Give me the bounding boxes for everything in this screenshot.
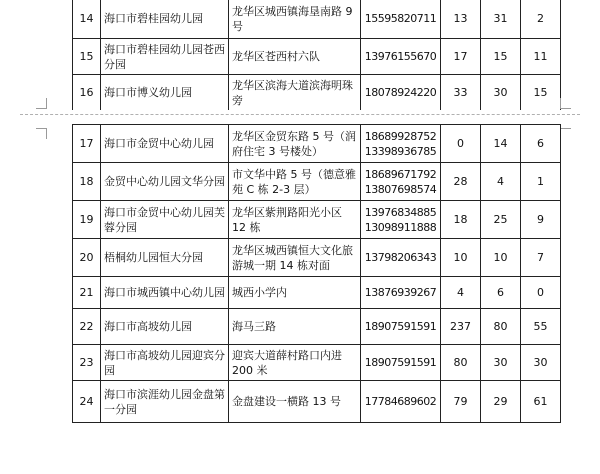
count-c-cell: 30 (521, 345, 561, 381)
count-b-cell: 30 (481, 345, 521, 381)
count-a-cell: 33 (441, 75, 481, 111)
phone-number-cell: 13876939267 (361, 277, 441, 309)
kindergarten-name-cell: 海口市碧桂园幼儿园 (101, 0, 229, 39)
address-cell: 龙华区城西镇恒大文化旅游城一期 14 栋对面 (229, 239, 361, 277)
row-number-cell: 17 (73, 125, 101, 163)
count-c-cell: 7 (521, 239, 561, 277)
count-b-cell: 4 (481, 163, 521, 201)
row-number-cell: 15 (73, 39, 101, 75)
phone-number-cell: 18689671792 13807698574 (361, 163, 441, 201)
kindergarten-name-cell: 海口市金贸中心幼儿园 (101, 125, 229, 163)
count-a-cell: 18 (441, 201, 481, 239)
table-row (73, 75, 561, 111)
address-cell: 城西小学内 (229, 277, 361, 309)
page-corner-mark (36, 128, 47, 139)
address-cell: 市文华中路 5 号（德意雅苑 C 栋 2-3 层） (229, 163, 361, 201)
count-a-cell: 0 (441, 125, 481, 163)
count-c-cell: 55 (521, 309, 561, 345)
table-row (73, 345, 561, 381)
row-number-cell: 18 (73, 163, 101, 201)
phone-number-cell: 18078924220 (361, 75, 441, 111)
count-c-cell: 15 (521, 75, 561, 111)
address-cell: 龙华区滨海大道滨海明珠旁 (229, 75, 361, 111)
page-break (0, 110, 600, 124)
phone-number-cell: 13798206343 (361, 239, 441, 277)
table-row (73, 309, 561, 345)
count-b-cell: 15 (481, 39, 521, 75)
address-cell: 金盘建设一横路 13 号 (229, 381, 361, 423)
count-a-cell: 237 (441, 309, 481, 345)
count-c-cell: 9 (521, 201, 561, 239)
kindergarten-name-cell: 梧桐幼儿园恒大分园 (101, 239, 229, 277)
phone-number-cell: 13976834885 13098911888 (361, 201, 441, 239)
phone-number-cell: 17784689602 (361, 381, 441, 423)
table-row (73, 277, 561, 309)
table-row (73, 381, 561, 423)
count-a-cell: 80 (441, 345, 481, 381)
phone-number-cell: 18907591591 (361, 345, 441, 381)
count-a-cell: 17 (441, 39, 481, 75)
address-cell: 龙华区城西镇海垦南路 9 号 (229, 0, 361, 39)
address-cell: 龙华区紫荆路阳光小区 12 栋 (229, 201, 361, 239)
page-corner-mark (560, 98, 571, 109)
phone-number-cell: 18689928752 13398936785 (361, 125, 441, 163)
count-c-cell: 0 (521, 277, 561, 309)
count-a-cell: 10 (441, 239, 481, 277)
table-row (73, 0, 561, 39)
count-a-cell: 28 (441, 163, 481, 201)
address-cell: 龙华区苍西村六队 (229, 39, 361, 75)
table-row (73, 239, 561, 277)
count-c-cell: 61 (521, 381, 561, 423)
count-b-cell: 31 (481, 0, 521, 39)
count-c-cell: 2 (521, 0, 561, 39)
kindergarten-name-cell: 海口市高坡幼儿园迎宾分园 (101, 345, 229, 381)
kindergarten-name-cell: 海口市滨涯幼儿园金盘第一分园 (101, 381, 229, 423)
count-b-cell: 14 (481, 125, 521, 163)
count-b-cell: 80 (481, 309, 521, 345)
count-b-cell: 30 (481, 75, 521, 111)
kindergarten-table-top (72, 0, 561, 111)
kindergarten-name-cell: 海口市城西镇中心幼儿园 (101, 277, 229, 309)
page-corner-mark (560, 128, 571, 139)
count-b-cell: 29 (481, 381, 521, 423)
address-cell: 迎宾大道薛村路口内进 200 米 (229, 345, 361, 381)
table-row (73, 39, 561, 75)
row-number-cell: 24 (73, 381, 101, 423)
count-a-cell: 4 (441, 277, 481, 309)
count-b-cell: 25 (481, 201, 521, 239)
table-row (73, 163, 561, 201)
row-number-cell: 23 (73, 345, 101, 381)
row-number-cell: 14 (73, 0, 101, 39)
kindergarten-table-bottom (72, 124, 561, 423)
kindergarten-name-cell: 金贸中心幼儿园文华分园 (101, 163, 229, 201)
table-row (73, 201, 561, 239)
kindergarten-name-cell: 海口市高坡幼儿园 (101, 309, 229, 345)
address-cell: 海马三路 (229, 309, 361, 345)
page-break-rule (20, 114, 580, 115)
count-c-cell: 1 (521, 163, 561, 201)
phone-number-cell: 13976155670 (361, 39, 441, 75)
phone-number-cell: 18907591591 (361, 309, 441, 345)
table-row (73, 125, 561, 163)
count-a-cell: 79 (441, 381, 481, 423)
row-number-cell: 19 (73, 201, 101, 239)
row-number-cell: 16 (73, 75, 101, 111)
row-number-cell: 20 (73, 239, 101, 277)
address-cell: 龙华区金贸东路 5 号（润府住宅 3 号楼处） (229, 125, 361, 163)
page-corner-mark (36, 98, 47, 109)
count-b-cell: 10 (481, 239, 521, 277)
kindergarten-name-cell: 海口市碧桂园幼儿园苍西分园 (101, 39, 229, 75)
count-c-cell: 11 (521, 39, 561, 75)
count-a-cell: 13 (441, 0, 481, 39)
kindergarten-name-cell: 海口市博义幼儿园 (101, 75, 229, 111)
row-number-cell: 22 (73, 309, 101, 345)
row-number-cell: 21 (73, 277, 101, 309)
kindergarten-name-cell: 海口市金贸中心幼儿园芙蓉分园 (101, 201, 229, 239)
count-b-cell: 6 (481, 277, 521, 309)
phone-number-cell: 15595820711 (361, 0, 441, 39)
count-c-cell: 6 (521, 125, 561, 163)
